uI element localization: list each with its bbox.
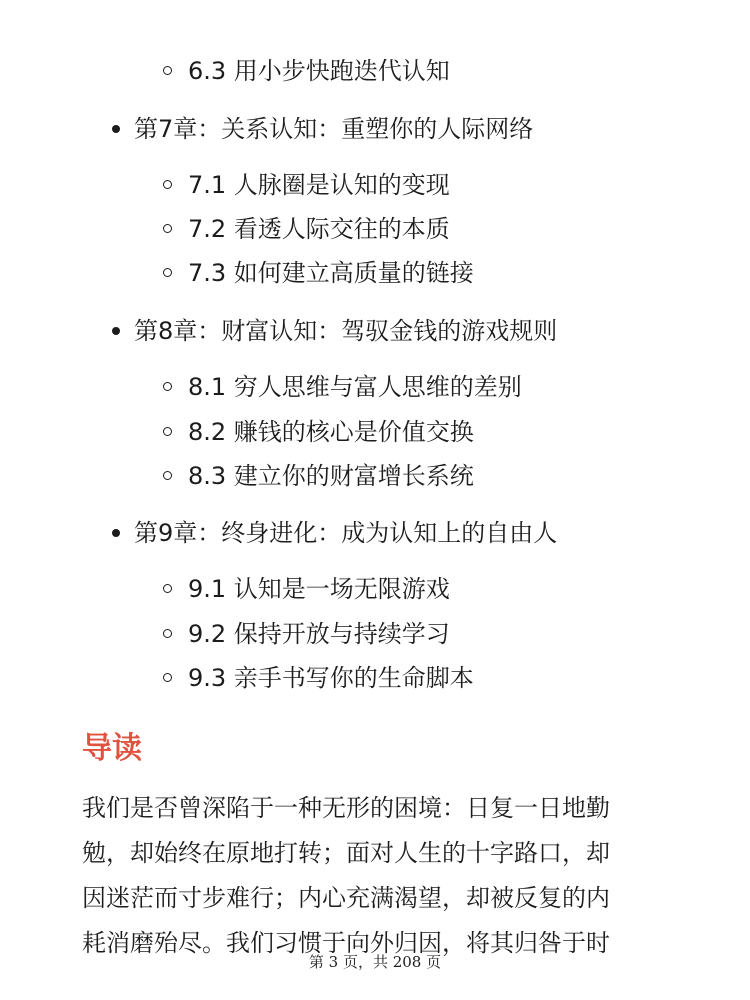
paragraph-line: 勉，却始终在原地打转；面对人生的十字路口，却: [82, 839, 610, 867]
toc-subitem-9-1[interactable]: 9.1 认知是一场无限游戏: [188, 575, 450, 603]
intro-paragraph: [82, 786, 672, 966]
disc-bullet-icon: [112, 125, 120, 133]
circle-bullet-icon: [163, 471, 172, 480]
toc-subitem-7-1[interactable]: 7.1 人脉圈是认知的变现: [188, 171, 450, 199]
toc-chapter-8[interactable]: 第8章：财富认知：驾驭金钱的游戏规则: [134, 317, 558, 345]
disc-bullet-icon: [112, 529, 120, 537]
circle-bullet-icon: [163, 180, 172, 189]
circle-bullet-icon: [163, 382, 172, 391]
circle-bullet-icon: [163, 584, 172, 593]
section-heading: 导读: [82, 731, 142, 766]
circle-bullet-icon: [163, 224, 172, 233]
toc-subitem-6-3[interactable]: 6.3 用小步快跑迭代认知: [188, 57, 450, 85]
paragraph-line: 耗消磨殆尽。我们习惯于向外归因，将其归咎于时: [82, 929, 610, 957]
circle-bullet-icon: [163, 66, 172, 75]
paragraph-line: 因迷茫而寸步难行；内心充满渴望，却被反复的内: [82, 884, 610, 912]
circle-bullet-icon: [163, 268, 172, 277]
toc-chapter-9[interactable]: 第9章：终身进化：成为认知上的自由人: [134, 519, 558, 547]
toc-subitem-8-1[interactable]: 8.1 穷人思维与富人思维的差别: [188, 373, 522, 401]
disc-bullet-icon: [112, 327, 120, 335]
circle-bullet-icon: [163, 673, 172, 682]
circle-bullet-icon: [163, 427, 172, 436]
paragraph-line: 我们是否曾深陷于一种无形的困境：日复一日地勤: [82, 794, 610, 822]
toc-chapter-7[interactable]: 第7章：关系认知：重塑你的人际网络: [134, 115, 534, 143]
toc-subitem-9-3[interactable]: 9.3 亲手书写你的生命脚本: [188, 664, 474, 692]
toc-subitem-7-2[interactable]: 7.2 看透人际交往的本质: [188, 215, 450, 243]
toc-subitem-8-2[interactable]: 8.2 赚钱的核心是价值交换: [188, 418, 474, 446]
circle-bullet-icon: [163, 629, 172, 638]
toc-subitem-8-3[interactable]: 8.3 建立你的财富增长系统: [188, 462, 474, 490]
page-number-footer: 第 3 页，共 208 页: [308, 953, 442, 971]
toc-subitem-9-2[interactable]: 9.2 保持开放与持续学习: [188, 620, 450, 648]
toc-subitem-7-3[interactable]: 7.3 如何建立高质量的链接: [188, 259, 474, 287]
